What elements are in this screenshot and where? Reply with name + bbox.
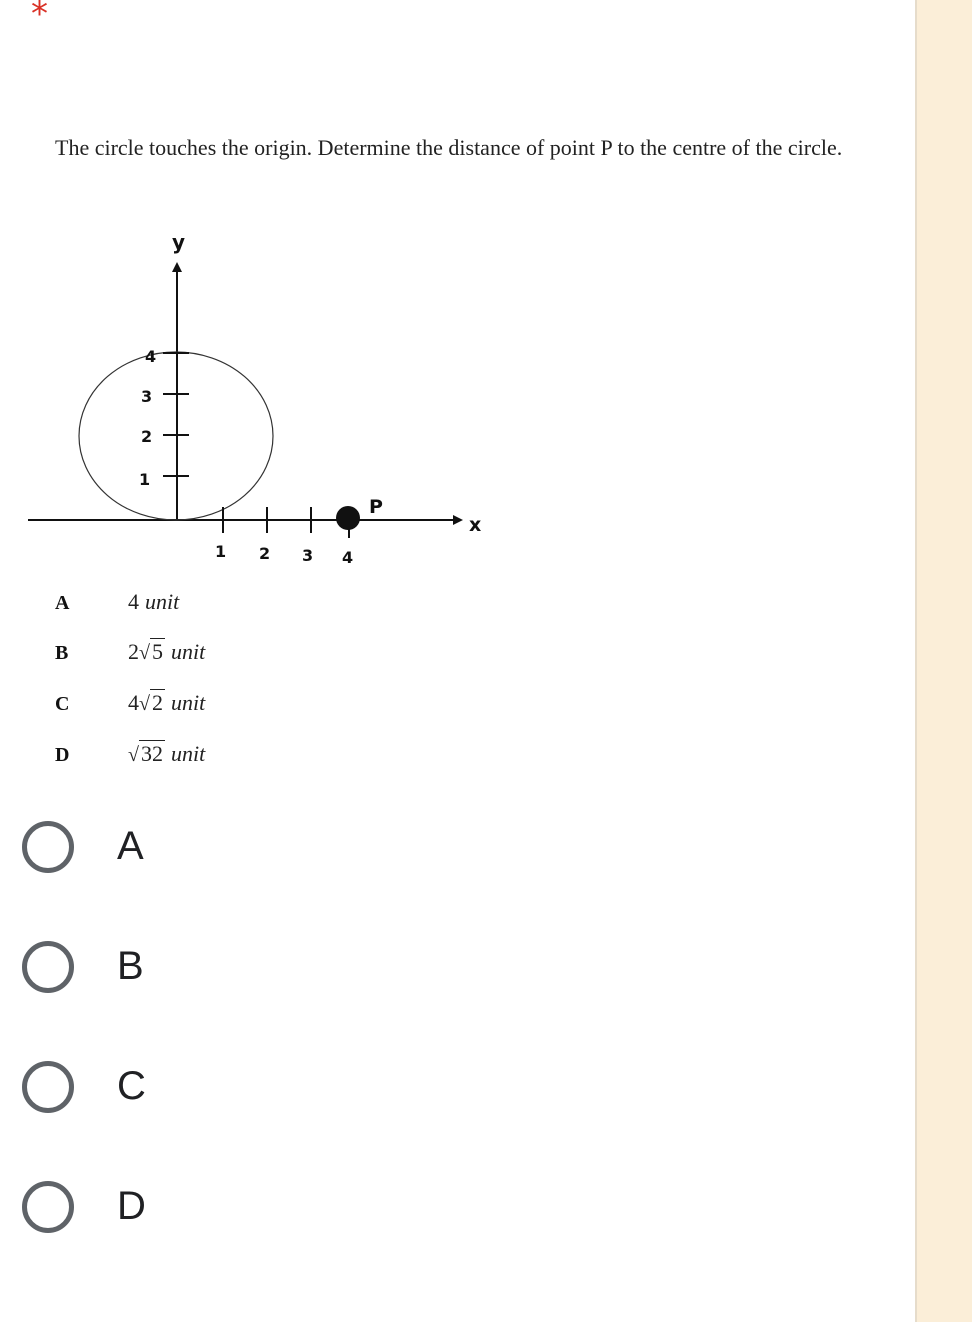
square-root [128,741,165,767]
radical-sign-icon: √ [139,642,150,664]
coefficient: 4 [128,589,139,614]
y-tick-label-2: 2 [141,427,153,446]
x-tick-label-2: 2 [259,544,271,563]
option-value [128,741,205,767]
point-p [336,506,360,530]
side-panel [915,0,972,1322]
coefficient: 2 [128,639,139,664]
question-text: The circle touches the origin. Determine the distance of point P to the centre of the circle. [55,135,843,160]
x-axis-arrow [453,515,463,525]
option-value [128,690,205,716]
radio-button[interactable] [22,1181,74,1233]
option-letter: A [55,592,70,614]
y-axis-label: y [172,230,186,254]
choice-label[interactable]: B [117,944,144,988]
option-letter: C [55,693,70,715]
option-value [128,639,205,665]
x-tick-label-1: 1 [215,542,227,561]
y-axis-arrow [172,262,182,272]
choice-a[interactable] [20,821,320,883]
unit: unit [170,741,206,766]
choice-label[interactable]: D [117,1184,146,1228]
option-letter: D [55,744,70,766]
y-tick-label-4: 4 [145,347,157,366]
x-axis-label: x [469,514,482,536]
radio-button[interactable] [22,1061,74,1113]
choice-c[interactable] [20,1061,320,1123]
radical-sign-icon: √ [139,693,150,715]
option-value [128,589,179,615]
unit: unit [170,690,206,715]
choice-b[interactable] [20,941,320,1003]
radical-sign-icon: √ [128,744,139,766]
coordinate-figure [0,220,520,580]
radio-button[interactable] [22,941,74,993]
choice-d[interactable] [20,1181,320,1243]
unit: unit [170,639,206,664]
radio-button[interactable] [22,821,74,873]
x-tick-label-4: 4 [342,548,354,567]
y-tick-label-3: 3 [141,387,153,406]
choice-label[interactable]: A [117,824,144,868]
radicand: 32 [140,741,163,766]
square-root [139,639,165,665]
x-tick-label-3: 3 [302,546,314,565]
y-tick-label-1: 1 [139,470,151,489]
required-marker: * [31,0,48,34]
radicand: 5 [151,639,163,664]
option-letter: B [55,642,69,664]
point-p-label: P [369,496,383,518]
choice-label[interactable]: C [117,1064,146,1108]
square-root [139,690,165,716]
coefficient: 4 [128,690,139,715]
unit: unit [145,589,180,614]
radicand: 2 [151,690,163,715]
